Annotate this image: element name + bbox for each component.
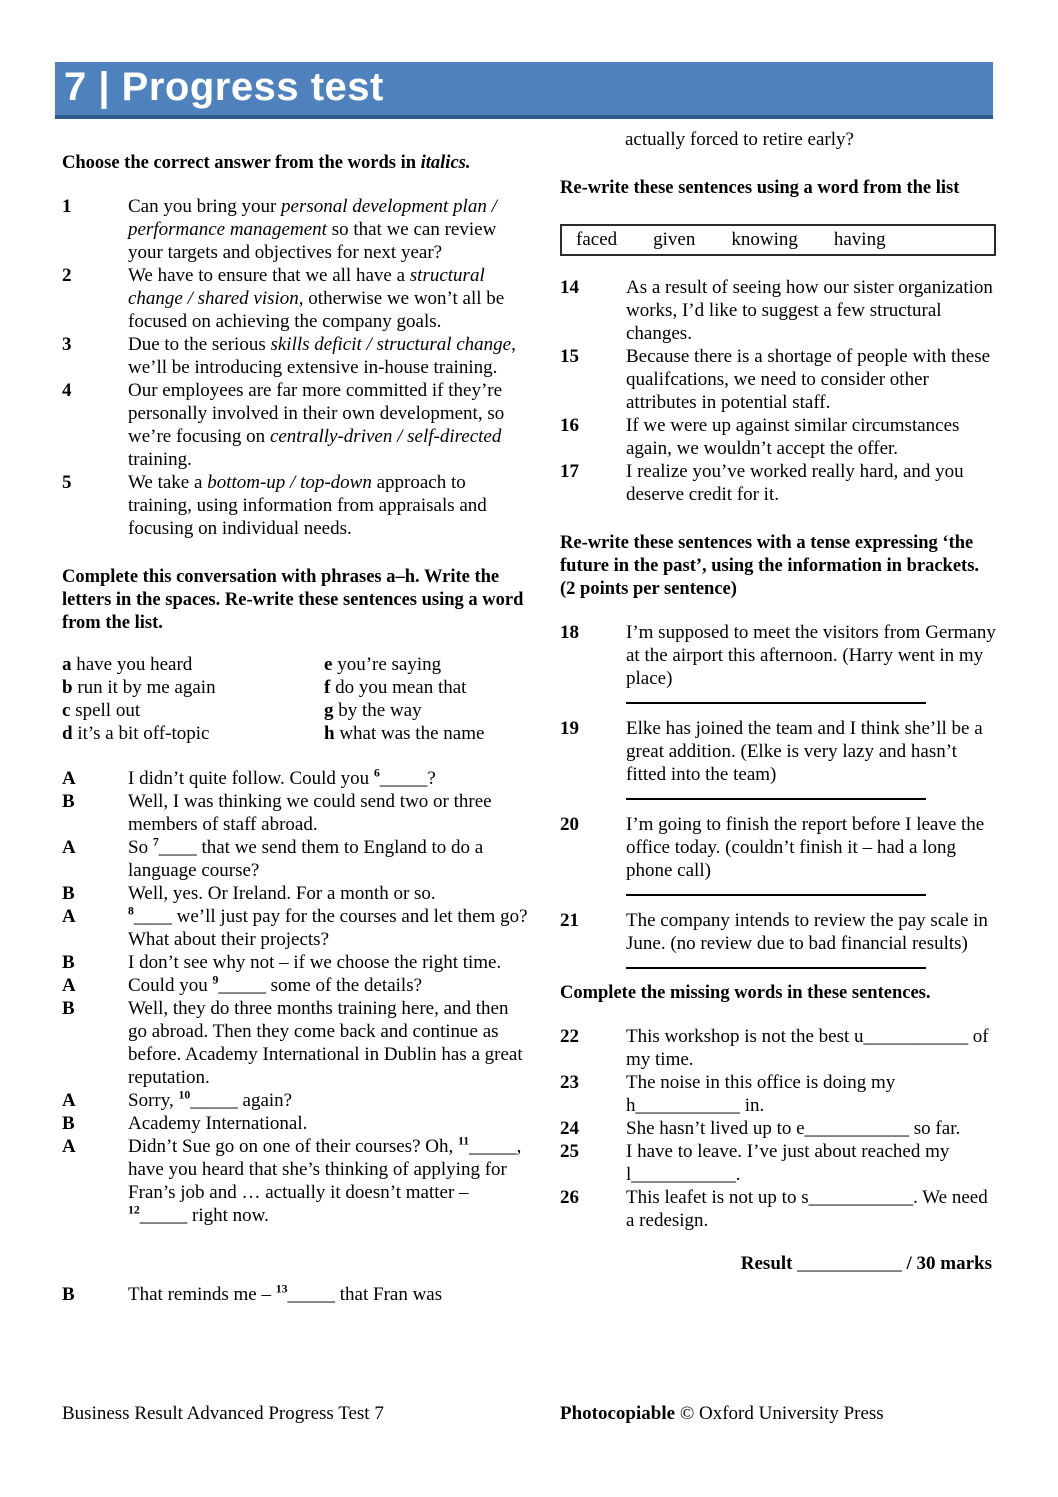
footer-left: Business Result Advanced Progress Test 7 [62,1403,384,1424]
phrase-text: what was the name [339,723,485,744]
item-text: Due to the serious skills deficit / structural change, we’ll be introducing extensive in-house training. [128,334,516,378]
dialogue-text: That reminds me – $^{13}$_____ that Fran was [128,1282,443,1305]
page-title: 7 | Progress test [64,65,384,109]
speaker-label: B [62,1113,75,1134]
item-number: 15 [560,346,579,367]
item-number: 21 [560,910,579,931]
dialogue-text: $^8$____ we’ll just pay for the courses and let them go? What about their projects? [128,904,528,950]
item-number: 5 [62,472,72,493]
item-text: I’m going to finish the report before I leave the office today. (couldn’t finish it – had a long phone call) [626,814,985,881]
speaker-label: B [62,791,75,812]
item-number: 1 [62,196,72,217]
item-text: I have to leave. I’ve just about reached my l___________. [626,1141,950,1185]
item-number: 17 [560,461,579,482]
dialogue-text: I didn’t quite follow. Could you $^6$_____? [128,766,436,789]
speaker-label: B [62,952,75,973]
phrase-letter: b [62,677,73,698]
word-list-item: given [653,229,696,250]
item-text: I realize you’ve worked really hard, and you deserve credit for it. [626,461,964,505]
question-item [560,621,996,717]
item-text: I’m supposed to meet the visitors from Germany at the airport this afternoon. (Harry went in my place) [626,622,996,689]
item-number: 20 [560,814,579,835]
phrase-row [62,699,528,722]
item-number: 24 [560,1118,579,1139]
phrase-text: by the way [338,700,422,721]
page-title-banner [55,62,993,119]
speaker-label: A [62,1090,76,1111]
item-text: The company intends to review the pay scale in June. (no review due to bad financial results) [626,910,988,954]
section-heading-missing-words: Complete the missing words in these sentences. [560,983,931,1003]
question-item [62,264,528,333]
result-blank: ___________ [797,1253,902,1274]
question-item [62,333,528,379]
word-list-item: knowing [731,229,798,250]
dialogue-row [62,790,528,836]
phrase-text: have you heard [76,654,193,675]
dialogue-text: I don’t see why not – if we choose the right time. [128,952,502,973]
phrase-row [62,653,528,676]
phrase-row [62,722,528,745]
item-number: 26 [560,1187,579,1208]
dialogue-row [62,974,528,997]
question-item [560,1025,996,1071]
footer-photocopiable: Photocopiable [560,1403,676,1424]
phrase-text: do you mean that [335,677,467,698]
dialogue-row [62,1112,528,1135]
speaker-label: A [62,975,76,996]
dialogue-text: Sorry, $^{10}$_____ again? [128,1088,293,1111]
result-line [560,1252,996,1275]
question-item [560,1071,996,1117]
question-item [62,195,528,264]
dialogue-text: Well, yes. Or Ireland. For a month or so. [128,883,436,904]
dialogue-row [62,836,528,882]
question-item [62,471,528,540]
question-item [62,379,528,471]
item-number: 2 [62,265,72,286]
item-text: We take a bottom-up / top-down approach to training, using information from appraisals and focusing on individual needs. [128,472,487,539]
item-text: We have to ensure that we all have a structural change / shared vision, otherwise we won’t all be focused on achieving the company goals. [128,265,505,332]
dialogue [62,767,528,1306]
question-item [560,345,996,414]
phrase-text: run it by me again [77,677,216,698]
dialogue-row [62,882,528,905]
question-list-14-17 [560,276,996,506]
phrase-letter: g [324,700,334,721]
speaker-label: B [62,883,75,904]
result-marks: / 30 marks [906,1253,992,1274]
section-heading-conversation: Complete this conversation with phrases a–h. Write the letters in the spaces. Re-write these sentences using a word from the list. [62,567,524,633]
dialogue-row [62,951,528,974]
item-number: 19 [560,718,579,739]
question-item [560,414,996,460]
question-list-18-21 [560,621,996,982]
dialogue-row [62,767,528,790]
phrase-letter: h [324,723,335,744]
phrase-letter: c [62,700,71,721]
dialogue-text: Academy International. [128,1113,308,1134]
dialogue-row [62,1089,528,1112]
phrase-text: it’s a bit off-topic [77,723,210,744]
question-list-1-5 [62,195,528,540]
question-item [560,1140,996,1186]
question-item [560,276,996,345]
speaker-label: A [62,768,76,789]
question-item [560,909,996,982]
result-label: Result [740,1253,793,1274]
speaker-label: A [62,1136,76,1157]
question-item [560,1186,996,1232]
right-column [560,128,996,1275]
item-text: Elke has joined the team and I think she’ll be a great addition. (Elke is very lazy and hasn’t fitted into the team) [626,718,983,785]
footer-publisher: © Oxford University Press [675,1403,884,1424]
question-item [560,813,996,909]
dialogue-row [62,1135,528,1227]
item-text: Our employees are far more committed if they’re personally involved in their own development, so we’re focusing on centrally-driven / self-directed training. [128,380,505,470]
phrase-letter: a [62,654,72,675]
item-number: 16 [560,415,579,436]
section-heading-italics: Choose the correct answer from the words in italics. [62,153,471,173]
phrase-list [62,653,528,745]
dialogue-text: Didn’t Sue go on one of their courses? Oh, $^{11}$_____, have you heard that she’s thinking of applying for Fran’s job and … actually it doesn’t matter – $^{12}$_____ right now. [128,1134,522,1226]
item-number: 14 [560,277,579,298]
item-text: She hasn’t lived up to e___________ so far. [626,1118,961,1139]
dialogue-text: Could you $^9$_____ some of the details? [128,973,423,996]
question-item [560,717,996,813]
answer-blank-line [626,798,926,800]
dialogue-text: Well, they do three months training here, and then go abroad. Then they come back and continue as before. Academy International in Dublin has a great reputation. [128,998,523,1088]
speaker-label: A [62,906,76,927]
question-item [560,1117,996,1140]
footer-right [560,1402,884,1425]
item-number: 22 [560,1026,579,1047]
item-text: As a result of seeing how our sister organization works, I’d like to suggest a few structural changes. [626,277,993,344]
item-text: The noise in this office is doing my h___________ in. [626,1072,896,1116]
phrase-row [62,676,528,699]
answer-blank-line [626,702,926,704]
item-text: This leafet is not up to s___________. We need a redesign. [626,1187,988,1231]
item-number: 18 [560,622,579,643]
answer-blank-line [626,967,926,969]
phrase-letter: f [324,677,331,698]
left-column [62,152,528,1306]
phrase-text: spell out [75,700,141,721]
dialogue-text: Well, I was thinking we could send two or three members of staff abroad. [128,791,492,835]
dialogue-text: So $^7$____ that we send them to England to do a language course? [128,835,484,881]
speaker-label: B [62,1284,75,1305]
speaker-label: B [62,998,75,1019]
section-heading-rewrite-list: Re-write these sentences using a word from the list [560,178,960,198]
item-text: Because there is a shortage of people with these qualifcations, we need to consider other attributes in potential staff. [626,346,991,413]
word-list-item: faced [576,229,618,250]
item-number: 23 [560,1072,579,1093]
speaker-label: A [62,837,76,858]
phrase-letter: d [62,723,73,744]
continuation-text: actually forced to retire early? [625,129,854,150]
question-list-22-26 [560,1025,996,1232]
item-number: 4 [62,380,72,401]
answer-blank-line [626,894,926,896]
dialogue-row [62,997,528,1089]
item-number: 25 [560,1141,579,1162]
item-text: Can you bring your personal development plan / performance management so that we can review your targets and objectives for next year? [128,196,497,263]
word-list-box [560,224,996,256]
item-text: This workshop is not the best u___________ of my time. [626,1026,989,1070]
dialogue-row [62,905,528,951]
phrase-text: you’re saying [337,654,442,675]
section-heading-future-in-past: Re-write these sentences with a tense expressing ‘the future in the past’, using the information in brackets. (2 points per sentence) [560,533,980,599]
phrase-letter: e [324,654,333,675]
question-item [560,460,996,506]
item-text: If we were up against similar circumstances again, we wouldn’t accept the offer. [626,415,960,459]
dialogue-row [62,1283,528,1306]
item-number: 3 [62,334,72,355]
word-list-item: having [833,229,886,250]
